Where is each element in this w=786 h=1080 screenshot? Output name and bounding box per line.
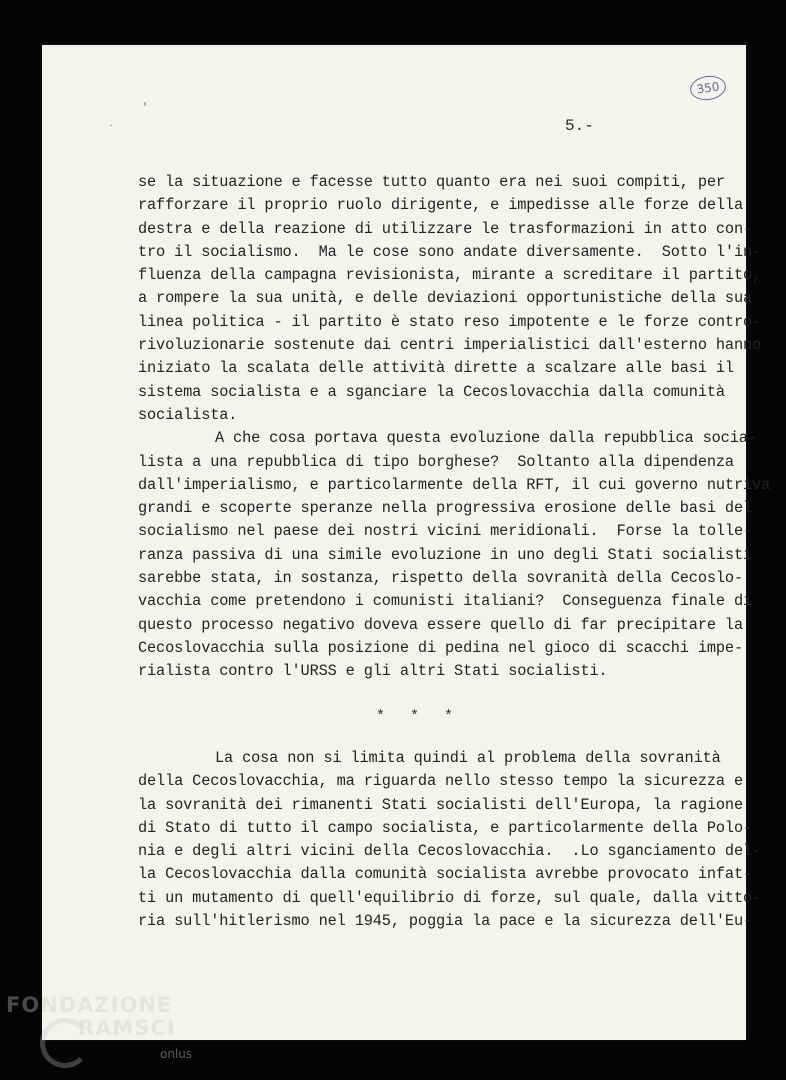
- text-line: destra e della reazione di utilizzare le trasformazioni in atto con-: [138, 219, 753, 238]
- text-line: se la situazione e facesse tutto quanto era nei suoi compiti, per: [138, 173, 725, 191]
- document-page: [42, 45, 771, 1040]
- text-line: tro il socialismo. Ma le cose sono andate diversamente. Sotto l'in-: [138, 242, 762, 261]
- text-line: nia e degli altri vicini della Cecoslovacchia. .Lo sganciamento del-: [138, 842, 762, 861]
- margin-mark: ': [142, 103, 149, 114]
- margin-mark: `: [108, 125, 115, 136]
- text-line: di Stato di tutto il campo socialista, e particolarmente della Polo-: [138, 818, 753, 837]
- text-line: questo processo negativo doveva essere quello di far precipitare la: [138, 615, 743, 634]
- text-line: La cosa non si limita quindi al problema della sovranità: [215, 749, 721, 767]
- text-line: Cecoslovacchia sulla posizione di pedina nel gioco di scacchi impe-: [138, 638, 743, 657]
- page-number: 5.-: [565, 117, 594, 135]
- text-line: dall'imperialismo, e particolarmente della RFT, il cui governo nutriva: [138, 475, 771, 494]
- text-line: socialismo nel paese dei nostri vicini meridionali. Forse la tolle-: [138, 522, 753, 541]
- text-line: ria sull'hitlerismo nel 1945, poggia la pace e la sicurezza dell'Eu-: [138, 912, 753, 931]
- text-line: sarebbe stata, in sostanza, rispetto della sovranità della Cecoslo-: [138, 569, 743, 588]
- archive-stamp: [689, 74, 728, 103]
- text-line: grandi e scoperte speranze nella progressiva erosione delle basi del: [138, 499, 753, 518]
- watermark-line-2: RAMSCI: [78, 1016, 176, 1040]
- text-line: la sovranità dei rimanenti Stati socialisti dell'Europa, la ragione: [138, 795, 743, 814]
- text-line: della Cecoslovacchia, ma riguarda nello stesso tempo la sicurezza e: [138, 772, 743, 791]
- text-line: rialista contro l'URSS e gli altri Stati socialisti.: [138, 662, 608, 681]
- watermark-sub: onlus: [160, 1047, 193, 1061]
- section-separator: * * *: [376, 708, 462, 725]
- text-line: rafforzare il proprio ruolo dirigente, e impedisse alle forze della: [138, 196, 743, 215]
- text-line: iniziato la scalata delle attività dirette a scalzare alle basi il: [138, 359, 734, 378]
- body-text-block-2: [138, 747, 762, 933]
- text-line: vacchia come pretendono i comunisti italiani? Conseguenza finale di: [138, 592, 753, 611]
- text-line: sistema socialista e a sganciare la Cecoslovacchia dalla comunità: [138, 382, 725, 401]
- text-line: socialista.: [138, 405, 238, 424]
- text-line: linea politica - il partito è stato reso impotente e le forze contro-: [138, 312, 762, 331]
- watermark-line-1: FONDAZIONE: [6, 993, 173, 1017]
- text-line: lista a una repubblica di tipo borghese? Soltanto alla dipendenza: [138, 452, 734, 471]
- stamp-number: 350: [695, 79, 721, 97]
- watermark-logo: [6, 994, 176, 1040]
- text-line: ti un mutamento di quell'equilibrio di forze, sul quale, dalla vitto-: [138, 888, 762, 907]
- text-line: fluenza della campagna revisionista, mirante a screditare il partito,: [138, 266, 762, 285]
- text-line: ranza passiva di una simile evoluzione in uno degli Stati socialisti: [138, 545, 753, 564]
- g-logo-icon: [40, 1018, 90, 1068]
- text-line: la Cecoslovacchia dalla comunità socialista avrebbe provocato infat-: [138, 865, 753, 884]
- body-text-block-1: [138, 171, 771, 684]
- text-line: A che cosa portava questa evoluzione dalla repubblica socia-: [215, 429, 757, 448]
- text-line: rivoluzionarie sostenute dai centri imperialistici dall'esterno hanno: [138, 336, 762, 355]
- text-line: a rompere la sua unità, e delle deviazioni opportunistiche della sua: [138, 289, 753, 308]
